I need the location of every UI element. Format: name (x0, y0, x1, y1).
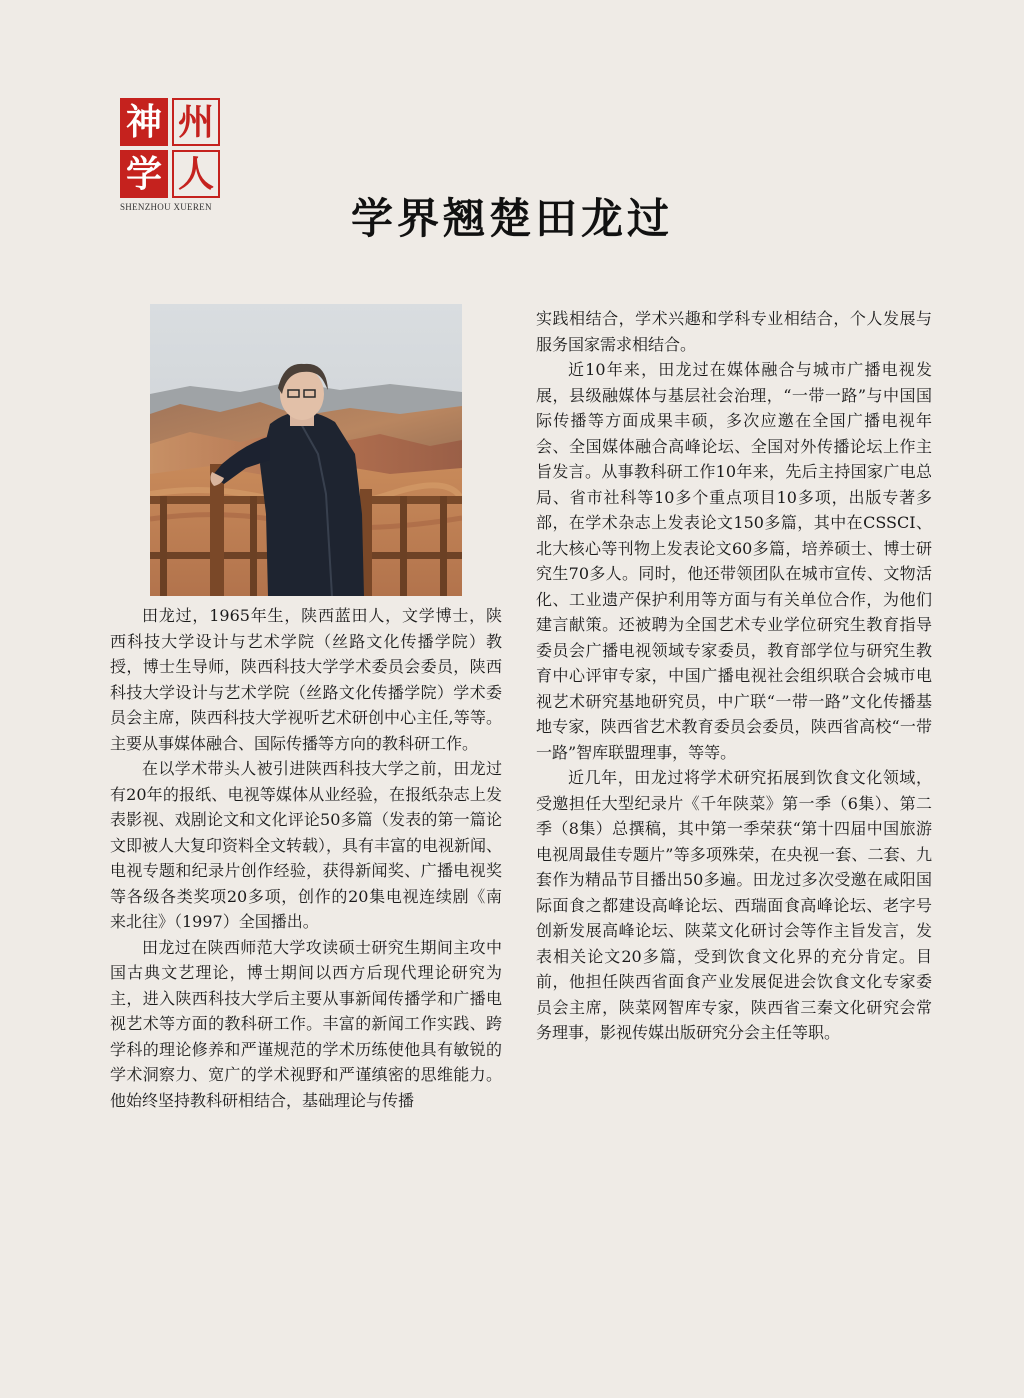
paragraph-food-culture: 近几年，田龙过将学术研究拓展到饮食文化领域，受邀担任大型纪录片《千年陕菜》第一季（6集）、第二季（8集）总撰稿，其中第一季荣获“第十四届中国旅游电视周最佳专题片”等多项殊荣，在央视一套、二套、九套作为精品节目播出50多遍。田龙过多次受邀在咸阳国际面食之都建设高峰论坛、西瑞面食高峰论坛、老字号创新发展高峰论坛、陕菜文化研讨会等作主旨发言，发表相关论文20多篇，受到饮食文化界的充分肯定。目前，他担任陕西省面食产业发展促进会饮食文化专家委员会主席，陕菜网智库专家，陕西省三秦文化研究会常务理事，影视传媒出版研究分会主任等职。 (536, 768, 932, 1042)
paragraph-research-achievements: 近10年来，田龙过在媒体融合与城市广播电视发展，县级融媒体与基层社会治理，“一带一路”与中国国际传播等方面成果丰硕，多次应邀在全国广播电视年会、全国媒体融合高峰论坛、全国对外传播论坛上作主旨发言。从事教科研工作10年来，先后主持国家广电总局、省市社科等10多个重点项目10多项，出版专著多部，在学术杂志上发表论文150多篇，其中在CSSCI、北大核心等刊物上发表论文60多篇，培养硕士、博士研究生70多人。同时，他还带领团队在城市宣传、文物活化、工业遗产保护利用等方面与有关单位合作，为他们建言献策。还被聘为全国艺术专业学位研究生教育指导委员会广播电视领域专家委员，教育部学位与研究生教育中心评审专家，中国广播电视社会组织联合会城市电视艺术研究基地研究员，中广联“一带一路”文化传播基地专家，陕西省艺术教育委员会委员，陕西省高校“一带一路”智库联盟理事，等等。 (536, 360, 932, 762)
paragraph-media-career: 在以学术带头人被引进陕西科技大学之前，田龙过有20年的报纸、电视等媒体从业经验，在报纸杂志上发表影视、戏剧论文和文化评论50多篇（发表的第一篇论文即被人大复印资料全文转载），具有丰富的电视新闻、电视专题和纪录片创作经验，获得新闻奖、广播电视奖等各级各类奖项20多项，创作的20集电视连续剧《南来北往》（1997）全国播出。 (110, 759, 503, 931)
logo-char-ren: 人 (172, 150, 220, 198)
article-title: 学界翘楚田龙过 (350, 194, 673, 243)
logo-char-shen: 神 (120, 98, 168, 146)
article-body-left-column (110, 603, 502, 1113)
logo-char-zhou: 州 (172, 98, 220, 146)
paragraph-academic-background: 田龙过在陕西师范大学攻读硕士研究生期间主攻中国古典文艺理论，博士期间以西方后现代理论研究为主，进入陕西科技大学后主要从事新闻传播学和广播电视艺术等方面的教科研工作。丰富的新闻工作实践、跨学科的理论修养和严谨规范的学术历练使他具有敏锐的学术洞察力、宽广的学术视野和严谨缜密的思维能力。他始终坚持教科研相结合，基础理论与传播 (110, 937, 502, 1110)
logo-grid (120, 98, 224, 198)
portrait-illustration (150, 304, 462, 596)
article-body-right-column (536, 306, 932, 1046)
paragraph-bio: 田龙过，1965年生，陕西蓝田人，文学博士，陕西科技大学设计与艺术学院（丝路文化传播学院）教授，博士生导师，陕西科技大学学术委员会委员，陕西科技大学设计与艺术学院（丝路文化传播学院）学术委员会主席，陕西科技大学视听艺术研创中心主任,等等。主要从事媒体融合、国际传播等方向的教科研工作。 (110, 606, 502, 753)
paragraph-continuation: 实践相结合，学术兴趣和学科专业相结合，个人发展与服务国家需求相结合。 (536, 309, 932, 354)
logo-latin-text: SHENZHOU XUEREN (120, 202, 212, 212)
logo-char-xue: 学 (120, 150, 168, 198)
portrait-photo (150, 304, 462, 596)
